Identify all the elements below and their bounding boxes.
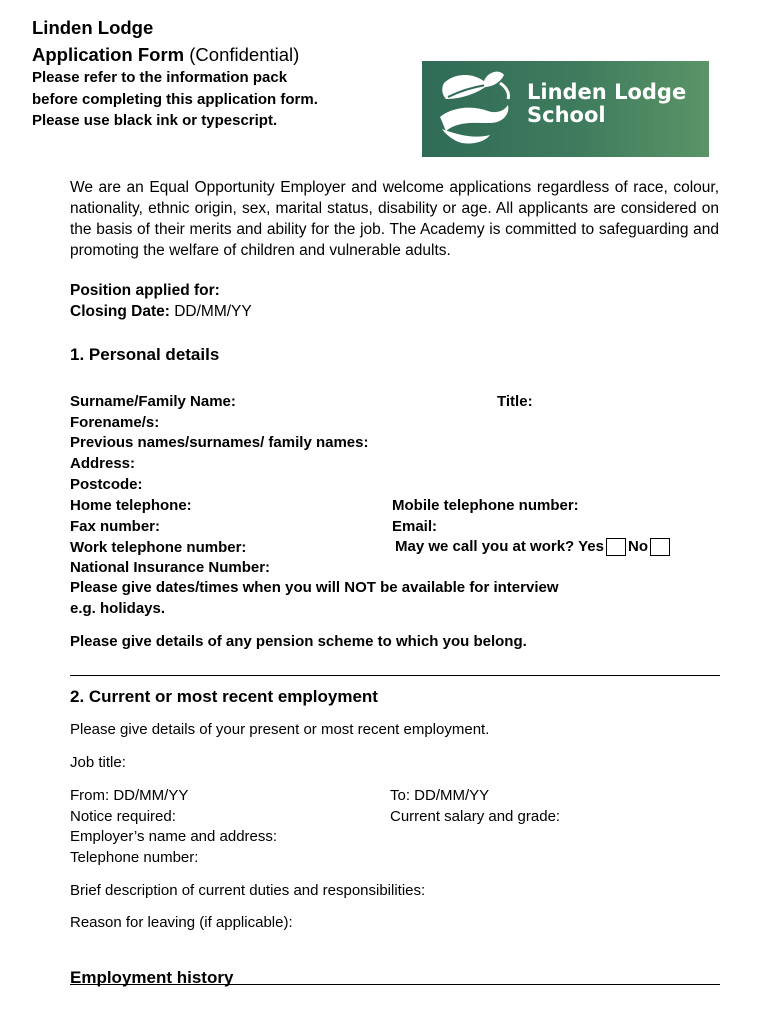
forename-label: Forename/s: [70, 414, 160, 431]
call-at-work-no-checkbox[interactable] [650, 538, 670, 556]
call-at-work-row [395, 538, 672, 556]
interview-availability-example: e.g. holidays. [70, 600, 166, 617]
reason-for-leaving-label: Reason for leaving (if applicable): [70, 914, 293, 931]
closing-date [70, 303, 252, 321]
section-2-heading: 2. Current or most recent employment [70, 687, 378, 706]
instruction-line-3: Please use black ink or typescript. [32, 112, 278, 129]
postcode-label: Postcode: [70, 476, 143, 493]
title-label: Title: [497, 393, 533, 410]
employment-history-heading: Employment history [70, 968, 234, 987]
interview-availability-label: Please give dates/times when you will NOT be available for interview [70, 579, 559, 596]
instruction-line-1: Please refer to the information pack [32, 69, 288, 86]
closing-date-label: Closing Date: [70, 303, 170, 320]
notice-label: Notice required: [70, 808, 176, 825]
form-title-note: (Confidential) [189, 44, 300, 65]
address-label: Address: [70, 455, 136, 472]
mobile-telephone-label: Mobile telephone number: [392, 497, 579, 514]
to-date-label: To: DD/MM/YY [390, 787, 490, 804]
previous-names-label: Previous names/surnames/ family names: [70, 434, 369, 451]
instruction-line-2: before completing this application form. [32, 91, 318, 108]
call-at-work-yes-checkbox[interactable] [606, 538, 626, 556]
employment-intro: Please give details of your present or most recent employment. [70, 721, 490, 738]
logo-line-2: School [527, 103, 606, 127]
logo-text [527, 81, 686, 127]
fax-label: Fax number: [70, 518, 161, 535]
duties-label: Brief description of current duties and responsibilities: [70, 882, 426, 899]
ni-number-label: National Insurance Number: [70, 559, 271, 576]
section-divider [70, 675, 720, 676]
employer-telephone-label: Telephone number: [70, 849, 199, 866]
email-label: Email: [392, 518, 438, 535]
equal-opportunity-statement: We are an Equal Opportunity Employer and welcome applications regardless of race, colour, nationality, ethnic origin, sex, marital status, disability or age. All applicants are considered on the basis of their merits and ability for the job. The Academy is committed to safeguarding and promoting the welfare of children and vulnerable adults. [70, 179, 719, 259]
closing-date-value: DD/MM/YY [174, 303, 252, 320]
salary-label: Current salary and grade: [390, 808, 561, 825]
employment-history-rule [70, 984, 720, 985]
employer-label: Employer’s name and address: [70, 828, 278, 845]
leaf-hand-icon [438, 69, 524, 149]
from-date-label: From: DD/MM/YY [70, 787, 189, 804]
form-title-main: Application Form [32, 44, 185, 65]
school-name: Linden Lodge [32, 17, 154, 38]
job-title-label: Job title: [70, 754, 126, 771]
work-telephone-label: Work telephone number: [70, 539, 247, 556]
section-1-heading: 1. Personal details [70, 345, 220, 364]
call-at-work-no-label: No [627, 538, 648, 555]
home-telephone-label: Home telephone: [70, 497, 192, 514]
form-title [32, 44, 299, 66]
position-label: Position applied for: [70, 282, 220, 299]
logo-line-1: Linden Lodge [527, 80, 687, 104]
pension-label: Please give details of any pension scheme to which you belong. [70, 633, 527, 650]
school-logo [422, 61, 709, 157]
call-at-work-label: May we call you at work? Yes [395, 538, 604, 555]
surname-label: Surname/Family Name: [70, 393, 236, 410]
